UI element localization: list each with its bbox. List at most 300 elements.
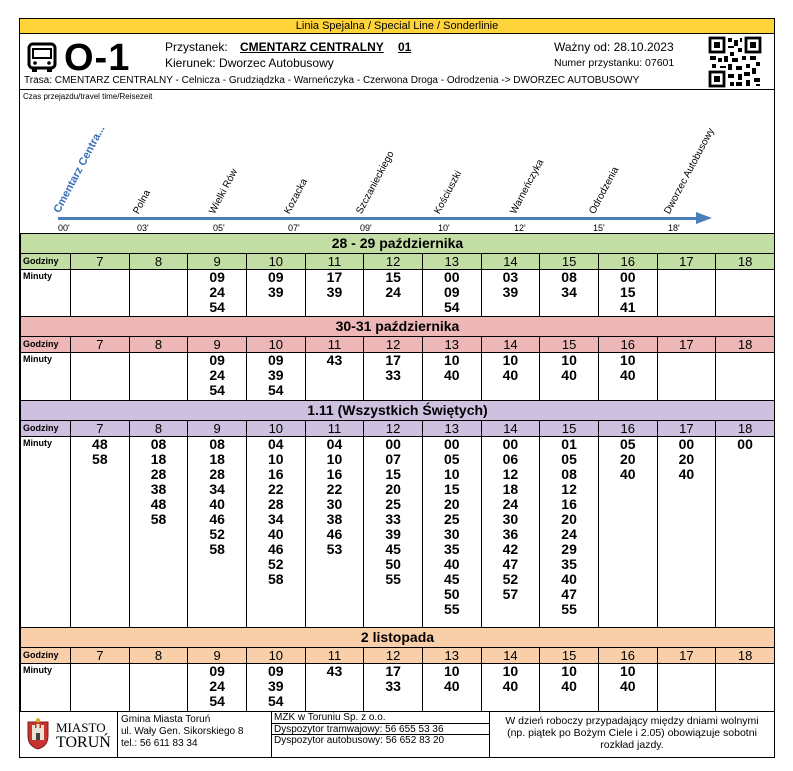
departure-minute: 08 bbox=[150, 436, 167, 452]
hour-cell: 10 bbox=[246, 337, 305, 353]
stop-number: 01 bbox=[398, 40, 412, 54]
minutes-cell bbox=[657, 270, 716, 317]
stop-code: Numer przystanku: 07601 bbox=[554, 57, 675, 69]
minutes-cell bbox=[71, 270, 130, 317]
departure-minute: 15 bbox=[385, 466, 401, 482]
departure-minute: 22 bbox=[326, 481, 343, 497]
departure-minute: 10 bbox=[443, 466, 460, 482]
departure-minute: 40 bbox=[443, 556, 460, 572]
hours-row bbox=[21, 254, 775, 270]
hour-cell: 11 bbox=[305, 648, 364, 664]
hour-cell: 7 bbox=[71, 337, 130, 353]
departure-minute: 48 bbox=[150, 496, 167, 512]
departure-minute: 00 bbox=[619, 269, 636, 285]
diagram-stop-name: Kościuszki bbox=[432, 169, 465, 216]
departure-minute: 10 bbox=[268, 451, 284, 467]
minutes-label: Minuty bbox=[21, 270, 71, 317]
departure-minute: 09 bbox=[209, 663, 225, 679]
section-title: 30-31 października bbox=[21, 317, 775, 337]
city-logo bbox=[20, 712, 118, 758]
departure-minute: 39 bbox=[385, 526, 401, 542]
departure-minute: 15 bbox=[385, 269, 401, 285]
minutes-row bbox=[21, 353, 775, 401]
departure-minute: 18 bbox=[502, 481, 519, 497]
hour-cell: 9 bbox=[188, 421, 247, 437]
minutes-cell bbox=[364, 270, 423, 317]
minutes-row bbox=[21, 664, 775, 712]
departure-minute: 24 bbox=[209, 284, 225, 300]
hour-cell: 15 bbox=[540, 648, 599, 664]
minutes-cell bbox=[129, 270, 188, 317]
gmina-name: Gmina Miasta Toruń bbox=[121, 714, 211, 725]
minutes-label: Minuty bbox=[21, 353, 71, 401]
departure-minute: 40 bbox=[561, 678, 577, 694]
hour-cell: 14 bbox=[481, 337, 540, 353]
departure-minute: 18 bbox=[150, 451, 167, 467]
departure-minute: 20 bbox=[385, 481, 401, 497]
minutes-cell bbox=[246, 437, 305, 628]
hour-cell: 17 bbox=[657, 648, 716, 664]
departure-minute: 48 bbox=[92, 436, 108, 452]
minutes-cell bbox=[246, 353, 305, 401]
hour-cell: 17 bbox=[657, 421, 716, 437]
torun-crest-icon bbox=[26, 718, 50, 750]
minutes-cell bbox=[481, 353, 540, 401]
departure-minute: 00 bbox=[385, 436, 401, 452]
diagram-stop-name: Cmentarz Centra... bbox=[51, 123, 108, 215]
departure-minute: 30 bbox=[502, 511, 519, 527]
minutes-cell bbox=[716, 270, 775, 317]
minutes-cell bbox=[598, 270, 657, 317]
departure-minute: 15 bbox=[443, 481, 460, 497]
diagram-travel-time: 00' bbox=[58, 223, 70, 233]
departure-minute: 12 bbox=[561, 481, 577, 497]
departure-minute: 33 bbox=[385, 678, 401, 694]
departure-minute: 53 bbox=[326, 541, 343, 557]
departure-minute: 35 bbox=[443, 541, 460, 557]
hour-cell: 7 bbox=[71, 648, 130, 664]
departure-minute: 47 bbox=[561, 586, 577, 602]
hour-cell: 18 bbox=[716, 254, 775, 270]
departure-minute: 46 bbox=[209, 511, 225, 527]
departure-minute: 57 bbox=[502, 586, 519, 602]
minutes-cell bbox=[422, 437, 481, 628]
departure-minute: 10 bbox=[619, 352, 636, 368]
travel-time-label: Czas przejazdu/travel time/Reisezeit bbox=[23, 92, 153, 101]
departure-minute: 25 bbox=[385, 496, 401, 512]
minutes-cell bbox=[364, 437, 423, 628]
header bbox=[20, 34, 774, 90]
minutes-cell bbox=[657, 664, 716, 712]
departure-minute: 54 bbox=[268, 693, 284, 709]
departure-minute: 45 bbox=[443, 571, 460, 587]
valid-from: Ważny od: 28.10.2023 bbox=[554, 40, 674, 54]
minutes-cell bbox=[422, 664, 481, 712]
departure-minute: 15 bbox=[619, 284, 636, 300]
departure-minute: 10 bbox=[561, 663, 577, 679]
hours-label: Godziny bbox=[21, 337, 71, 353]
departure-minute: 07 bbox=[385, 451, 401, 467]
minutes-cell bbox=[188, 270, 247, 317]
hour-cell: 12 bbox=[364, 421, 423, 437]
departure-minute: 08 bbox=[561, 466, 577, 482]
stop-name: CMENTARZ CENTRALNY bbox=[240, 40, 384, 54]
departure-minute: 54 bbox=[268, 382, 284, 398]
minutes-cell bbox=[305, 664, 364, 712]
hour-cell: 12 bbox=[364, 254, 423, 270]
section-title-row bbox=[21, 234, 775, 254]
hour-cell: 18 bbox=[716, 337, 775, 353]
section-title-row bbox=[21, 628, 775, 648]
mzk-name: MZK w Toruniu Sp. z o.o. bbox=[272, 712, 489, 724]
minutes-cell bbox=[188, 664, 247, 712]
minutes-cell bbox=[540, 353, 599, 401]
hour-cell: 10 bbox=[246, 648, 305, 664]
hours-label: Godziny bbox=[21, 254, 71, 270]
section-title: 28 - 29 października bbox=[21, 234, 775, 254]
departure-minute: 33 bbox=[385, 367, 401, 383]
hour-cell: 15 bbox=[540, 337, 599, 353]
departure-minute: 16 bbox=[326, 466, 343, 482]
minutes-cell bbox=[716, 437, 775, 628]
departure-minute: 39 bbox=[502, 284, 519, 300]
departure-minute: 09 bbox=[209, 352, 225, 368]
departure-minute: 50 bbox=[385, 556, 401, 572]
hour-cell: 11 bbox=[305, 254, 364, 270]
minutes-cell bbox=[540, 270, 599, 317]
departure-minute: 52 bbox=[502, 571, 519, 587]
minutes-cell bbox=[364, 664, 423, 712]
departure-minute: 10 bbox=[619, 663, 636, 679]
departure-minute: 08 bbox=[209, 436, 225, 452]
hours-label: Godziny bbox=[21, 648, 71, 664]
diagram-stop-name: Polna bbox=[131, 188, 154, 216]
hour-cell: 14 bbox=[481, 254, 540, 270]
diagram-stop-name: Szczanieckiego bbox=[354, 149, 397, 216]
departure-minute: 40 bbox=[561, 367, 577, 383]
minutes-row bbox=[21, 270, 775, 317]
diagram-stop-name: Dworzec Autobusowy bbox=[662, 126, 717, 216]
direction: Kierunek: Dworzec Autobusowy bbox=[165, 56, 334, 70]
minutes-cell bbox=[305, 270, 364, 317]
departure-minute: 54 bbox=[209, 382, 225, 398]
hour-cell: 8 bbox=[129, 648, 188, 664]
minutes-cell bbox=[540, 437, 599, 628]
hour-cell: 16 bbox=[598, 337, 657, 353]
hour-cell: 13 bbox=[422, 421, 481, 437]
departure-minute: 00 bbox=[443, 436, 460, 452]
city-name-line2: TORUŃ bbox=[56, 734, 111, 751]
departure-minute: 38 bbox=[326, 511, 343, 527]
minutes-label: Minuty bbox=[21, 664, 71, 712]
hour-cell: 7 bbox=[71, 254, 130, 270]
departure-minute: 40 bbox=[209, 496, 225, 512]
hour-cell: 7 bbox=[71, 421, 130, 437]
departure-minute: 58 bbox=[209, 541, 225, 557]
departure-minute: 40 bbox=[561, 571, 577, 587]
departure-minute: 40 bbox=[502, 678, 519, 694]
departure-minute: 30 bbox=[326, 496, 343, 512]
departure-minute: 10 bbox=[561, 352, 577, 368]
departure-minute: 00 bbox=[443, 269, 460, 285]
departure-minute: 20 bbox=[561, 511, 577, 527]
diagram-travel-time: 15' bbox=[593, 223, 605, 233]
hour-cell: 18 bbox=[716, 648, 775, 664]
departure-minute: 40 bbox=[502, 367, 519, 383]
section-title: 2 listopada bbox=[21, 628, 775, 648]
departure-minute: 08 bbox=[561, 269, 577, 285]
hour-cell: 13 bbox=[422, 254, 481, 270]
departure-minute: 33 bbox=[385, 511, 401, 527]
departure-minute: 10 bbox=[502, 352, 519, 368]
departure-minute: 09 bbox=[268, 352, 284, 368]
route-arrow-line bbox=[58, 217, 698, 220]
hour-cell: 8 bbox=[129, 421, 188, 437]
hour-cell: 10 bbox=[246, 254, 305, 270]
departure-minute: 43 bbox=[326, 352, 343, 368]
departure-minute: 05 bbox=[619, 436, 636, 452]
minutes-cell bbox=[188, 437, 247, 628]
gmina-contact bbox=[118, 712, 272, 758]
minutes-cell bbox=[598, 437, 657, 628]
departure-minute: 54 bbox=[209, 299, 225, 315]
departure-minute: 06 bbox=[502, 451, 519, 467]
section-title-row bbox=[21, 401, 775, 421]
departure-minute: 55 bbox=[443, 601, 460, 617]
departure-minute: 54 bbox=[209, 693, 225, 709]
hour-cell: 8 bbox=[129, 254, 188, 270]
minutes-label: Minuty bbox=[21, 437, 71, 628]
departure-minute: 20 bbox=[619, 451, 636, 467]
departure-minute: 20 bbox=[678, 451, 695, 467]
departure-minute: 30 bbox=[443, 526, 460, 542]
route-description: Trasa: CMENTARZ CENTRALNY - Celnicza - Grudziądzka - Warneńczyka - Czerwona Droga - Odrodzenia -> DWORZEC AUTOBUSOWY bbox=[24, 75, 640, 86]
minutes-cell bbox=[71, 353, 130, 401]
departure-minute: 58 bbox=[150, 511, 167, 527]
hours-row bbox=[21, 337, 775, 353]
gmina-address: ul. Wały Gen. Sikorskiego 8 bbox=[121, 726, 244, 737]
diagram-travel-time: 07' bbox=[288, 223, 300, 233]
departure-minute: 24 bbox=[209, 678, 225, 694]
mzk-contact bbox=[272, 712, 490, 758]
departure-minute: 24 bbox=[502, 496, 519, 512]
departure-minute: 10 bbox=[502, 663, 519, 679]
departure-minute: 01 bbox=[561, 436, 577, 452]
minutes-row bbox=[21, 437, 775, 628]
departure-minute: 46 bbox=[326, 526, 343, 542]
minutes-cell bbox=[364, 353, 423, 401]
departure-minute: 24 bbox=[209, 367, 225, 383]
minutes-cell bbox=[129, 353, 188, 401]
departure-minute: 58 bbox=[268, 571, 284, 587]
section-title: 1.11 (Wszystkich Świętych) bbox=[21, 401, 775, 421]
gmina-phone: tel.: 56 611 83 34 bbox=[121, 738, 198, 749]
departure-minute: 42 bbox=[502, 541, 519, 557]
departure-minute: 40 bbox=[268, 526, 284, 542]
diagram-travel-time: 12' bbox=[514, 223, 526, 233]
departure-minute: 00 bbox=[678, 436, 695, 452]
departure-minute: 39 bbox=[326, 284, 343, 300]
departure-minute: 34 bbox=[209, 481, 225, 497]
minutes-cell bbox=[422, 353, 481, 401]
minutes-cell bbox=[71, 664, 130, 712]
departure-minute: 54 bbox=[443, 299, 460, 315]
minutes-cell bbox=[422, 270, 481, 317]
departure-minute: 16 bbox=[268, 466, 284, 482]
hour-cell: 14 bbox=[481, 421, 540, 437]
departure-minute: 40 bbox=[678, 466, 695, 482]
departure-minute: 28 bbox=[150, 466, 167, 482]
hour-cell: 15 bbox=[540, 254, 599, 270]
departure-minute: 40 bbox=[443, 367, 460, 383]
departure-minute: 34 bbox=[561, 284, 577, 300]
minutes-cell bbox=[598, 353, 657, 401]
departure-minute: 17 bbox=[326, 269, 343, 285]
departure-minute: 17 bbox=[385, 352, 401, 368]
departure-minute: 39 bbox=[268, 678, 284, 694]
departure-minute: 28 bbox=[209, 466, 225, 482]
qr-code-icon bbox=[708, 36, 762, 88]
departure-minute: 24 bbox=[385, 284, 401, 300]
departure-minute: 00 bbox=[737, 436, 753, 452]
minutes-cell bbox=[657, 437, 716, 628]
diagram-stop-name: Wielki Rów bbox=[207, 167, 241, 216]
departure-minute: 55 bbox=[385, 571, 401, 587]
minutes-cell bbox=[598, 664, 657, 712]
departure-minute: 09 bbox=[268, 663, 284, 679]
minutes-cell bbox=[481, 437, 540, 628]
departure-minute: 10 bbox=[326, 451, 343, 467]
hour-cell: 9 bbox=[188, 254, 247, 270]
departure-minute: 43 bbox=[326, 663, 343, 679]
hour-cell: 13 bbox=[422, 337, 481, 353]
hour-cell: 11 bbox=[305, 337, 364, 353]
hour-cell: 10 bbox=[246, 421, 305, 437]
departure-minute: 34 bbox=[268, 511, 284, 527]
departure-minute: 52 bbox=[268, 556, 284, 572]
diagram-travel-time: 05' bbox=[213, 223, 225, 233]
special-line-banner: Linia Spejalna / Special Line / Sonderlinie bbox=[20, 19, 774, 34]
departure-minute: 12 bbox=[502, 466, 519, 482]
minutes-cell bbox=[246, 664, 305, 712]
hour-cell: 17 bbox=[657, 337, 716, 353]
minutes-cell bbox=[129, 664, 188, 712]
departure-minute: 03 bbox=[502, 269, 519, 285]
departure-minute: 55 bbox=[561, 601, 577, 617]
hour-cell: 17 bbox=[657, 254, 716, 270]
hours-label: Godziny bbox=[21, 421, 71, 437]
departure-minute: 10 bbox=[443, 352, 460, 368]
diagram-stop-name: Odrodzenia bbox=[587, 165, 622, 216]
bus-dispatcher: Dyspozytor autobusowy: 56 652 83 20 bbox=[274, 735, 445, 746]
minutes-cell bbox=[657, 353, 716, 401]
departure-minute: 29 bbox=[561, 541, 577, 557]
tram-dispatcher: Dyspozytor tramwajowy: 56 655 53 36 bbox=[272, 724, 489, 736]
departure-minute: 36 bbox=[502, 526, 519, 542]
diagram-travel-time: 03' bbox=[137, 223, 149, 233]
departure-minute: 39 bbox=[268, 284, 284, 300]
hour-cell: 8 bbox=[129, 337, 188, 353]
departure-minute: 22 bbox=[268, 481, 284, 497]
footer bbox=[20, 711, 774, 757]
departure-minute: 24 bbox=[561, 526, 577, 542]
departure-minute: 52 bbox=[209, 526, 225, 542]
hour-cell: 11 bbox=[305, 421, 364, 437]
minutes-cell bbox=[129, 437, 188, 628]
timetable bbox=[20, 233, 775, 712]
minutes-cell bbox=[716, 664, 775, 712]
departure-minute: 40 bbox=[619, 367, 636, 383]
minutes-cell bbox=[540, 664, 599, 712]
diagram-stop-name: Warneńczyka bbox=[508, 157, 547, 216]
hour-cell: 16 bbox=[598, 648, 657, 664]
hour-cell: 16 bbox=[598, 254, 657, 270]
departure-minute: 09 bbox=[443, 284, 460, 300]
departure-minute: 41 bbox=[619, 299, 636, 315]
travel-time-diagram bbox=[20, 91, 774, 234]
minutes-cell bbox=[716, 353, 775, 401]
diagram-travel-time: 10' bbox=[438, 223, 450, 233]
arrow-head-icon bbox=[696, 212, 712, 224]
departure-minute: 50 bbox=[443, 586, 460, 602]
departure-minute: 09 bbox=[209, 269, 225, 285]
minutes-cell bbox=[481, 664, 540, 712]
hour-cell: 12 bbox=[364, 648, 423, 664]
hour-cell: 12 bbox=[364, 337, 423, 353]
departure-minute: 16 bbox=[561, 496, 577, 512]
departure-minute: 17 bbox=[385, 663, 401, 679]
minutes-cell bbox=[305, 437, 364, 628]
section-title-row bbox=[21, 317, 775, 337]
diagram-travel-time: 09' bbox=[360, 223, 372, 233]
hour-cell: 9 bbox=[188, 648, 247, 664]
minutes-cell bbox=[188, 353, 247, 401]
city-name-line1: MIASTO bbox=[56, 720, 106, 735]
departure-minute: 40 bbox=[619, 678, 636, 694]
departure-minute: 58 bbox=[92, 451, 108, 467]
timetable-sheet bbox=[19, 18, 775, 758]
departure-minute: 05 bbox=[443, 451, 460, 467]
diagram-stop-name: Kozacka bbox=[282, 176, 311, 216]
departure-minute: 35 bbox=[561, 556, 577, 572]
stop-label: Przystanek: bbox=[165, 40, 228, 54]
departure-minute: 04 bbox=[326, 436, 343, 452]
hours-row bbox=[21, 648, 775, 664]
departure-minute: 20 bbox=[443, 496, 460, 512]
hour-cell: 9 bbox=[188, 337, 247, 353]
hour-cell: 13 bbox=[422, 648, 481, 664]
departure-minute: 38 bbox=[150, 481, 167, 497]
departure-minute: 00 bbox=[502, 436, 519, 452]
departure-minute: 04 bbox=[268, 436, 284, 452]
minutes-cell bbox=[246, 270, 305, 317]
departure-minute: 47 bbox=[502, 556, 519, 572]
hour-cell: 15 bbox=[540, 421, 599, 437]
departure-minute: 25 bbox=[443, 511, 460, 527]
minutes-cell bbox=[481, 270, 540, 317]
departure-minute: 10 bbox=[443, 663, 460, 679]
line-number: O-1 bbox=[64, 37, 131, 79]
minutes-cell bbox=[305, 353, 364, 401]
departure-minute: 05 bbox=[561, 451, 577, 467]
workday-note: W dzień roboczy przypadający między dniami wolnymi (np. piątek po Bożym Ciele i 2.05) obowiązuje sobotni rozkład jazdy. bbox=[505, 715, 759, 751]
bus-icon bbox=[26, 42, 58, 74]
departure-minute: 09 bbox=[268, 269, 284, 285]
departure-minute: 39 bbox=[268, 367, 284, 383]
departure-minute: 40 bbox=[619, 466, 636, 482]
minutes-cell bbox=[71, 437, 130, 628]
departure-minute: 40 bbox=[443, 678, 460, 694]
